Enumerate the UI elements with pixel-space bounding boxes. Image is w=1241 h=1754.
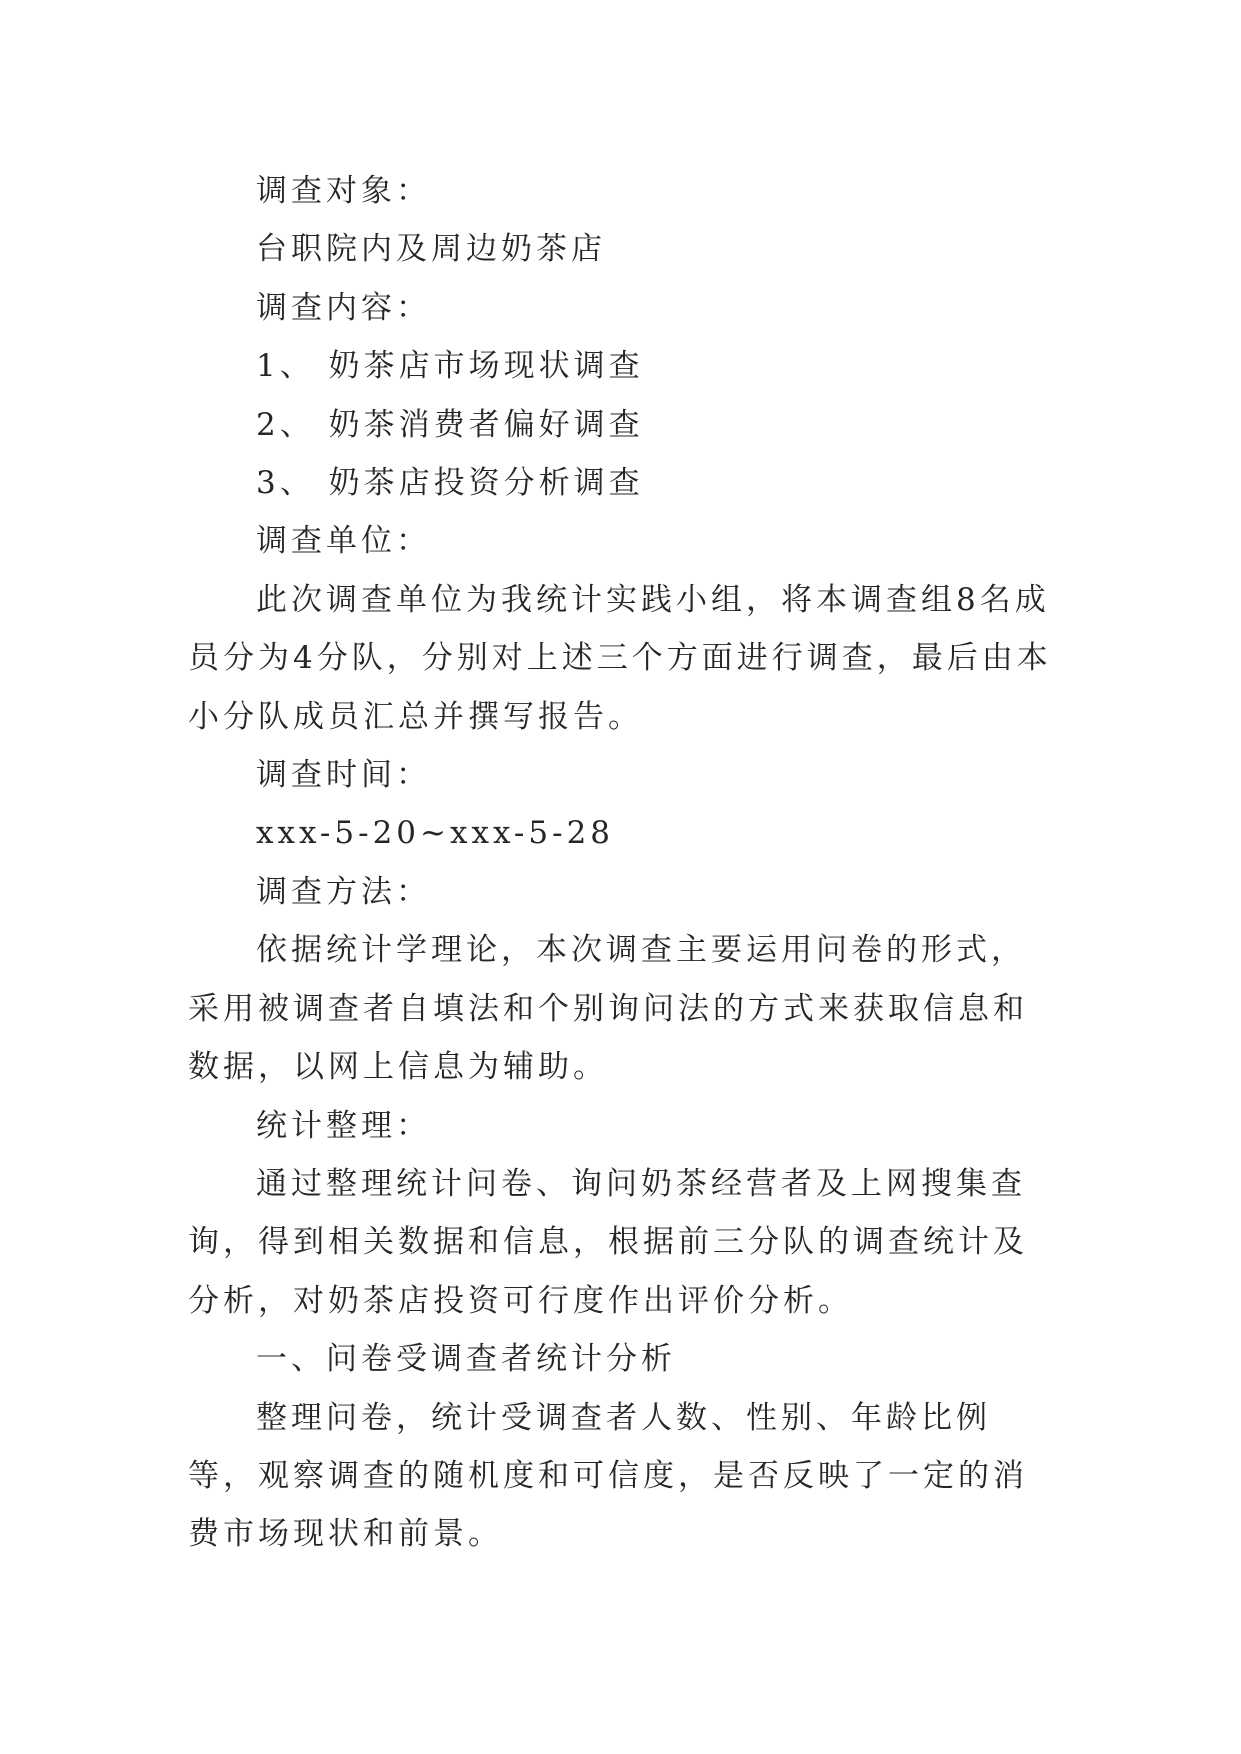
statistics-heading: 统计整理： (256, 1107, 431, 1144)
survey-content-item-1: 1、 奶茶店市场现状调查 (256, 348, 644, 385)
survey-time-text: xxx-5-20~xxx-5-28 (256, 815, 615, 852)
document-body (188, 162, 1058, 1564)
statistics-paragraph: 通过整理统计问卷、询问奶茶经营者及上网搜集查询，得到相关数据和信息，根据前三分队的调查统计及分析，对奶茶店投资可行度作出评价分析。 (188, 1165, 1028, 1319)
survey-time-heading: 调查时间： (256, 757, 431, 794)
section-one-paragraph: 整理问卷，统计受调查者人数、性别、年龄比例等，观察调查的随机度和可信度，是否反映了一定的消费市场现状和前景。 (188, 1399, 1028, 1553)
survey-content-heading: 调查内容： (256, 289, 431, 326)
section-one-heading: 一、问卷受调查者统计分析 (256, 1341, 676, 1378)
survey-content-item-2: 2、 奶茶消费者偏好调查 (256, 406, 644, 443)
survey-method-paragraph: 依据统计学理论，本次调查主要运用问卷的形式，采用被调查者自填法和个别询问法的方式来获取信息和数据，以网上信息为辅助。 (188, 932, 1028, 1086)
survey-content-item-3: 3、 奶茶店投资分析调查 (256, 465, 644, 502)
survey-unit-paragraph: 此次调查单位为我统计实践小组，将本调查组8名成员分为4分队，分别对上述三个方面进行调查，最后由本小分队成员汇总并撰写报告。 (188, 581, 1052, 735)
survey-method-heading: 调查方法： (256, 873, 431, 910)
survey-object-heading: 调查对象： (256, 173, 431, 209)
survey-unit-heading: 调查单位： (256, 523, 431, 560)
survey-object-text: 台职院内及周边奶茶店 (256, 231, 606, 268)
